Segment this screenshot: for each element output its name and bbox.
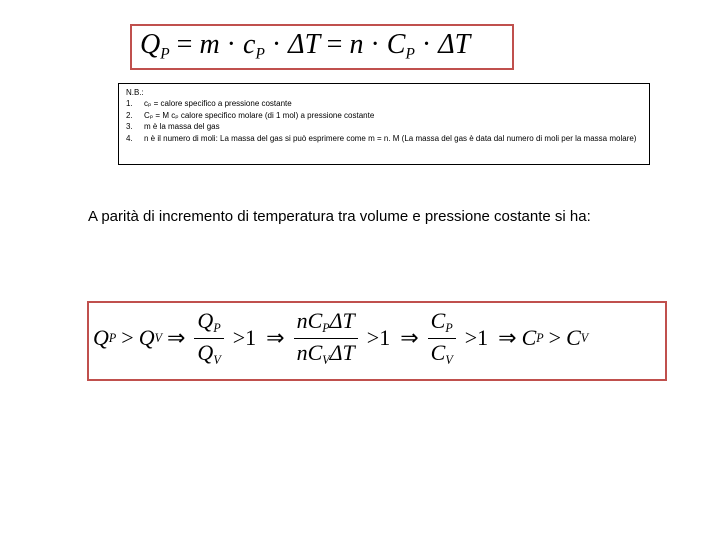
- symbol-n: n: [349, 29, 364, 60]
- denominator: [194, 338, 223, 368]
- note-number: 3.: [126, 122, 133, 131]
- delta-t: ΔT: [438, 29, 471, 60]
- fraction-cp-cv: [428, 308, 456, 367]
- symbol-capital-c: C: [521, 325, 537, 350]
- dot-operator: ·: [271, 29, 282, 60]
- notes-list: [126, 98, 646, 144]
- implies-arrow: ⇒: [266, 325, 285, 350]
- equals-sign: =: [326, 29, 343, 60]
- symbol-m: m: [199, 29, 220, 60]
- dot-operator: ·: [370, 29, 380, 60]
- subscript-p: P: [445, 321, 453, 336]
- subscript-v: V: [322, 352, 330, 367]
- fraction-qp-qv: [194, 308, 223, 367]
- greater-than: >: [121, 325, 134, 350]
- symbol-capital-c: C: [566, 325, 581, 350]
- subscript-p: P: [405, 45, 415, 63]
- subscript-p: P: [536, 330, 544, 345]
- note-text: cₚ = calore specifico a pressione costante: [144, 99, 292, 108]
- denominator: [428, 338, 456, 368]
- note-number: 4.: [126, 133, 133, 143]
- symbol-capital-c: C: [430, 339, 446, 365]
- delta-t: ΔT: [329, 308, 355, 334]
- note-number: 1.: [126, 99, 133, 108]
- subscript-v: V: [213, 352, 221, 367]
- note-item: [126, 133, 646, 145]
- symbol-q: Q: [140, 29, 161, 60]
- symbol-q: Q: [197, 308, 214, 334]
- greater-than: >: [548, 325, 562, 350]
- fraction-ncp-ncv: [294, 308, 358, 367]
- symbol-c: c: [243, 29, 256, 60]
- note-number: 2.: [126, 110, 133, 120]
- note-text: m è la massa del gas: [144, 122, 220, 131]
- subscript-v: V: [445, 352, 453, 367]
- equals-sign: =: [176, 29, 193, 60]
- symbol-q: Q: [197, 339, 214, 365]
- notes-header: N.B.:: [126, 88, 144, 97]
- subscript-p: P: [322, 321, 330, 336]
- dot-operator: ·: [226, 29, 236, 60]
- subscript-p: P: [255, 45, 265, 63]
- greater-than-one: >1: [366, 325, 391, 350]
- note-text: Cₚ = M cₚ calore specifico molare (di 1 mol) a pressione costante: [144, 110, 375, 120]
- numerator: [194, 308, 223, 337]
- formula-box-heat: [130, 24, 514, 70]
- note-item: [126, 110, 646, 122]
- dot-operator: ·: [421, 29, 432, 60]
- symbol-nc: nC: [296, 308, 323, 334]
- symbol-nc: nC: [296, 339, 323, 365]
- delta-t: ΔT: [288, 29, 320, 60]
- comparison-formula: [93, 308, 588, 368]
- greater-than-one: >1: [232, 325, 257, 350]
- subscript-p: P: [160, 45, 170, 63]
- subscript-v: V: [580, 330, 589, 345]
- subscript-p: P: [108, 330, 117, 345]
- heat-formula: [140, 29, 470, 63]
- main-sentence: A parità di incremento di temperatura tra volume e pressione costante si ha:: [88, 208, 591, 225]
- symbol-q: Q: [138, 325, 155, 350]
- numerator: [428, 308, 456, 337]
- subscript-v: V: [154, 330, 162, 345]
- note-item: [126, 98, 646, 110]
- denominator: [294, 338, 358, 368]
- notes-box: [118, 83, 650, 165]
- greater-than-one: >1: [464, 325, 489, 350]
- implies-arrow: ⇒: [400, 325, 419, 350]
- delta-t: ΔT: [329, 339, 355, 365]
- note-text: n è il numero di moli: La massa del gas si può esprimere come m = n. M (La massa del gas è data dal numero di moli per la massa molare): [144, 133, 637, 143]
- symbol-capital-c: C: [386, 29, 406, 60]
- symbol-q: Q: [93, 325, 109, 350]
- implies-arrow: ⇒: [498, 325, 517, 350]
- implies-arrow: ⇒: [166, 325, 186, 350]
- numerator: [294, 308, 358, 337]
- note-item: [126, 121, 646, 133]
- symbol-capital-c: C: [430, 308, 446, 334]
- subscript-p: P: [213, 321, 221, 336]
